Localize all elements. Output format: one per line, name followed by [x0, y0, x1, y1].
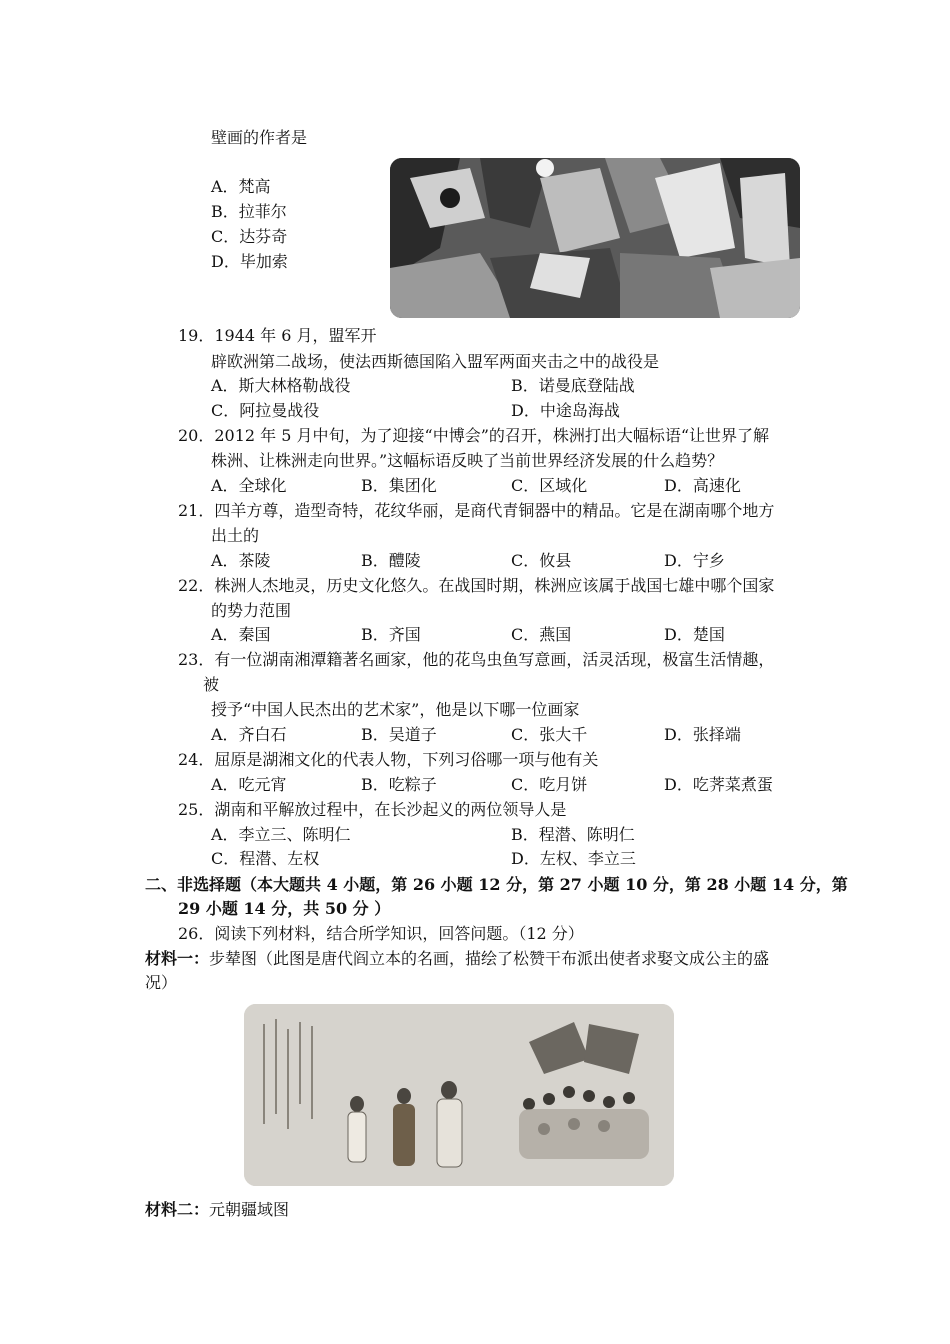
section-2-heading-line-1: 二、非选择题（本大题共 4 小题，第 26 小题 12 分，第 27 小题 10 分，第 28 小题 14 分，第	[145, 875, 848, 894]
q23-line-3: 授予“中国人民杰出的艺术家”，他是以下哪一位画家	[211, 700, 580, 719]
q24-option-c: C．吃月饼	[511, 775, 588, 794]
material-2-line	[145, 1199, 289, 1221]
q19-option-d: D．中途岛海战	[511, 401, 620, 420]
section-2-heading-line-2: 29 小题 14 分，共 50 分 ）	[178, 899, 391, 918]
material-2-label: 材料二：	[145, 1200, 210, 1219]
q21-option-d: D．宁乡	[664, 551, 725, 570]
q19-option-b: B．诺曼底登陆战	[511, 376, 635, 395]
q25-option-a: A．李立三、陈明仁	[211, 825, 351, 844]
q20-option-d: D．高速化	[664, 476, 741, 495]
q24-option-a: A．吃元宵	[211, 775, 287, 794]
q22-option-a: A．秦国	[211, 625, 271, 644]
material-1-label: 材料一：	[145, 949, 210, 968]
q18-option-b: B．拉菲尔	[211, 202, 287, 221]
q20-line-2: 株洲、让株洲走向世界。”这幅标语反映了当前世界经济发展的什么趋势？	[211, 451, 724, 470]
q18-option-a: A．梵高	[211, 177, 271, 196]
q20-line-1: 20．2012 年 5 月中旬，为了迎接“中博会”的召开，株洲打出大幅标语“让世界了解	[178, 426, 770, 445]
q18-option-c: C．达芬奇	[211, 227, 288, 246]
q25-option-c: C．程潜、左权	[211, 849, 320, 868]
bunian-tu-painting-image	[244, 1004, 674, 1186]
q25-option-d: D．左权、李立三	[511, 849, 636, 868]
q22-option-d: D．楚国	[664, 625, 725, 644]
q23-option-b: B．吴道子	[361, 725, 437, 744]
q24-option-d: D．吃荠菜煮蛋	[664, 775, 773, 794]
q23-line-1: 23．有一位湖南湘潭籍著名画家，他的花鸟虫鱼写意画，活灵活现，极富生活情趣，	[178, 650, 775, 669]
q21-line-1: 21．四羊方尊，造型奇特，花纹华丽，是商代青铜器中的精品。它是在湖南哪个地方	[178, 501, 775, 520]
material-1-text-1: 步辇图（此图是唐代阎立本的名画，描绘了松赞干布派出使者求娶文成公主的盛	[209, 949, 770, 968]
q23-option-d: D．张择端	[664, 725, 741, 744]
q22-line-1: 22．株洲人杰地灵，历史文化悠久。在战国时期，株洲应该属于战国七雄中哪个国家	[178, 576, 775, 595]
material-1-line-1	[145, 948, 769, 970]
q24-option-b: B．吃粽子	[361, 775, 437, 794]
q24-line-1: 24．屈原是湖湘文化的代表人物，下列习俗哪一项与他有关	[178, 750, 599, 769]
q22-option-c: C．燕国	[511, 625, 572, 644]
mural-painting-image	[390, 158, 800, 318]
q19-line-2: 辟欧洲第二战场，使法西斯德国陷入盟军两面夹击之中的战役是	[211, 352, 660, 371]
q23-option-a: A．齐白石	[211, 725, 287, 744]
q19-option-a: A．斯大林格勒战役	[211, 376, 351, 395]
q21-option-a: A．茶陵	[211, 551, 271, 570]
q20-option-a: A．全球化	[211, 476, 287, 495]
q18-stem: 壁画的作者是	[211, 128, 308, 147]
q25-option-b: B．程潜、陈明仁	[511, 825, 635, 844]
q20-option-b: B．集团化	[361, 476, 437, 495]
q21-option-b: B．醴陵	[361, 551, 421, 570]
q22-option-b: B．齐国	[361, 625, 421, 644]
q25-line-1: 25．湖南和平解放过程中，在长沙起义的两位领导人是	[178, 800, 567, 819]
q21-option-c: C．攸县	[511, 551, 572, 570]
q20-option-c: C．区域化	[511, 476, 588, 495]
q21-line-2: 出土的	[211, 526, 260, 545]
material-2-text: 元朝疆域图	[209, 1200, 290, 1219]
q19-option-c: C．阿拉曼战役	[211, 401, 320, 420]
q23-line-2: 被	[203, 675, 220, 694]
q23-option-c: C．张大千	[511, 725, 588, 744]
q26-instruction: 26．阅读下列材料，结合所学知识，回答问题。（12 分）	[178, 924, 584, 943]
q18-option-d: D．毕加索	[211, 252, 288, 271]
q19-line-1: 19．1944 年 6 月，盟军开	[178, 326, 377, 345]
material-1-line-2: 况）	[145, 973, 178, 992]
q22-line-2: 的势力范围	[211, 601, 292, 620]
